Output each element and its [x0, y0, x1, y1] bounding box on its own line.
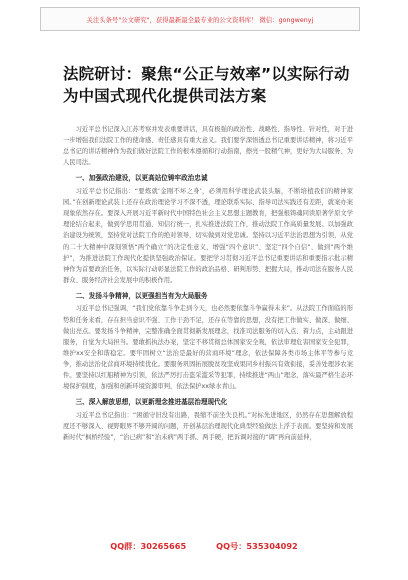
- section-2-paragraph-1: 习近平总书记强调，“我们党依靠斗争走到今天，也必然要依靠斗争赢得未来”。从法院工作面临的形势和任务来看，存在担当意识不强、工作干劲不足，还存在等靠的思想，没有把工作做实、做深、做细、做出亮点。要发扬斗争精神，完整准确全面贯彻新发展理念，找准司法服务的切入点、着力点，主动跟进服务，自觉为大局担当。要敢抓执法办案，坚定不移贯彻总体国家安全观，依法审理危害国家安全犯罪，维护xx安全和谐稳定。要牢固树立“法治是最好的营商环境”理念，依法保障各类市场主体平等参与竞争，推动法治化营商环境持续优化。要服务巩固拓展脱贫攻坚成果同乡村振兴有效衔接，妥善处理涉农案件。要坚持以红船精神为引领，依法严厉打击盗采滥采等犯罪，持续推进“两山”理念，落实最严格生态环境保护制度，加强和创新环境资源审判，依法保护xx绿水青山。: [63, 305, 353, 391]
- section-heading-3: 三、深入解放思想，以更新理念推进基层治理现代化: [75, 398, 228, 407]
- section-3-paragraph-1: 习近平总书记指出：“困循守旧没有出路，畏缩不前坐失良机。”对标先进地区，仍然存在思想解放程度还不够深入、视野眼界不够开阔的问题，开创基层治理现代化典型经验做法上浮于表面。要坚持和发展新时代“枫桥经验”，“治已病”和“治未病”两手抓、两手硬，把诉调对接的“调”再向前延伸，: [63, 411, 353, 442]
- top-banner: [40, 7, 360, 31]
- article-title: 法院研讨：聚焦“公正与效率”以实际行动为中国式现代化提供司法方案: [63, 65, 350, 105]
- section-heading-1: 一、加强政治建设，以更高站位铸牢政治忠诚: [75, 174, 208, 183]
- footer-contact: [0, 541, 408, 557]
- intro-paragraph: 习近平总书记深入江苏考察并发表重要讲话，具有极强的政治性、战略性、指导性、针对性，对于进一步增强我们法院工作的使命感、责任感具有重大意义。我们要学深悟透总书记重要讲话精神，将习近平总书记的讲话精神作为我们做好法院工作的根本遵循和行动指南，擦亮一股精气神，更好为大局服务、为人民司法。: [63, 126, 353, 167]
- banner-text: 关注头条号"公文研究"，获得最新最全最专业的公文资料库！ 微信：gongwenyj: [86, 16, 314, 24]
- footer-qq-group: QQ群：30265665: [110, 541, 187, 551]
- footer-qq-number: QQ号：535304092: [216, 541, 298, 551]
- section-1-paragraph-1: 习近平总书记指出：“要炼就‘金刚不坏之身’，必须用科学理论武装头脑，不断培植我们的精神家园。”在创新理论武装上还存在政治理论学习不深不透，理论联系实际、指导司法实践还有差距，就案办案现象依然存在。要深入开展习近平新时代中国特色社会主义思想主题教育，把强根铸魂同读原著学原文学理论结合起来，做到学思用贯通、知信行统一，扎实推进法院工作，推动法院工作高质量发展。以加强政治建设为统领，坚持党对法院工作的绝对领导，切实做到对党忠诚。坚持以习近平法治思想为引领，从党的二十大精神中深刻领悟“两个确立”的决定性意义，增强“四个意识”、坚定“四个自信”、做到“两个维护”，为推进法院工作现代化提供坚强政治保证。要把学习贯彻习近平总书记重要讲话和重要指示批示精神作为首要政治任务，以实际行动彰显法院工作的政治品格、研判形势、把握大局，推动司法在服务人民群众、服务经济社会发展中的积极作用。: [63, 187, 353, 285]
- article-body: [63, 124, 353, 443]
- section-heading-2: 二、发扬斗争精神，以更强担当有为大局服务: [75, 291, 208, 300]
